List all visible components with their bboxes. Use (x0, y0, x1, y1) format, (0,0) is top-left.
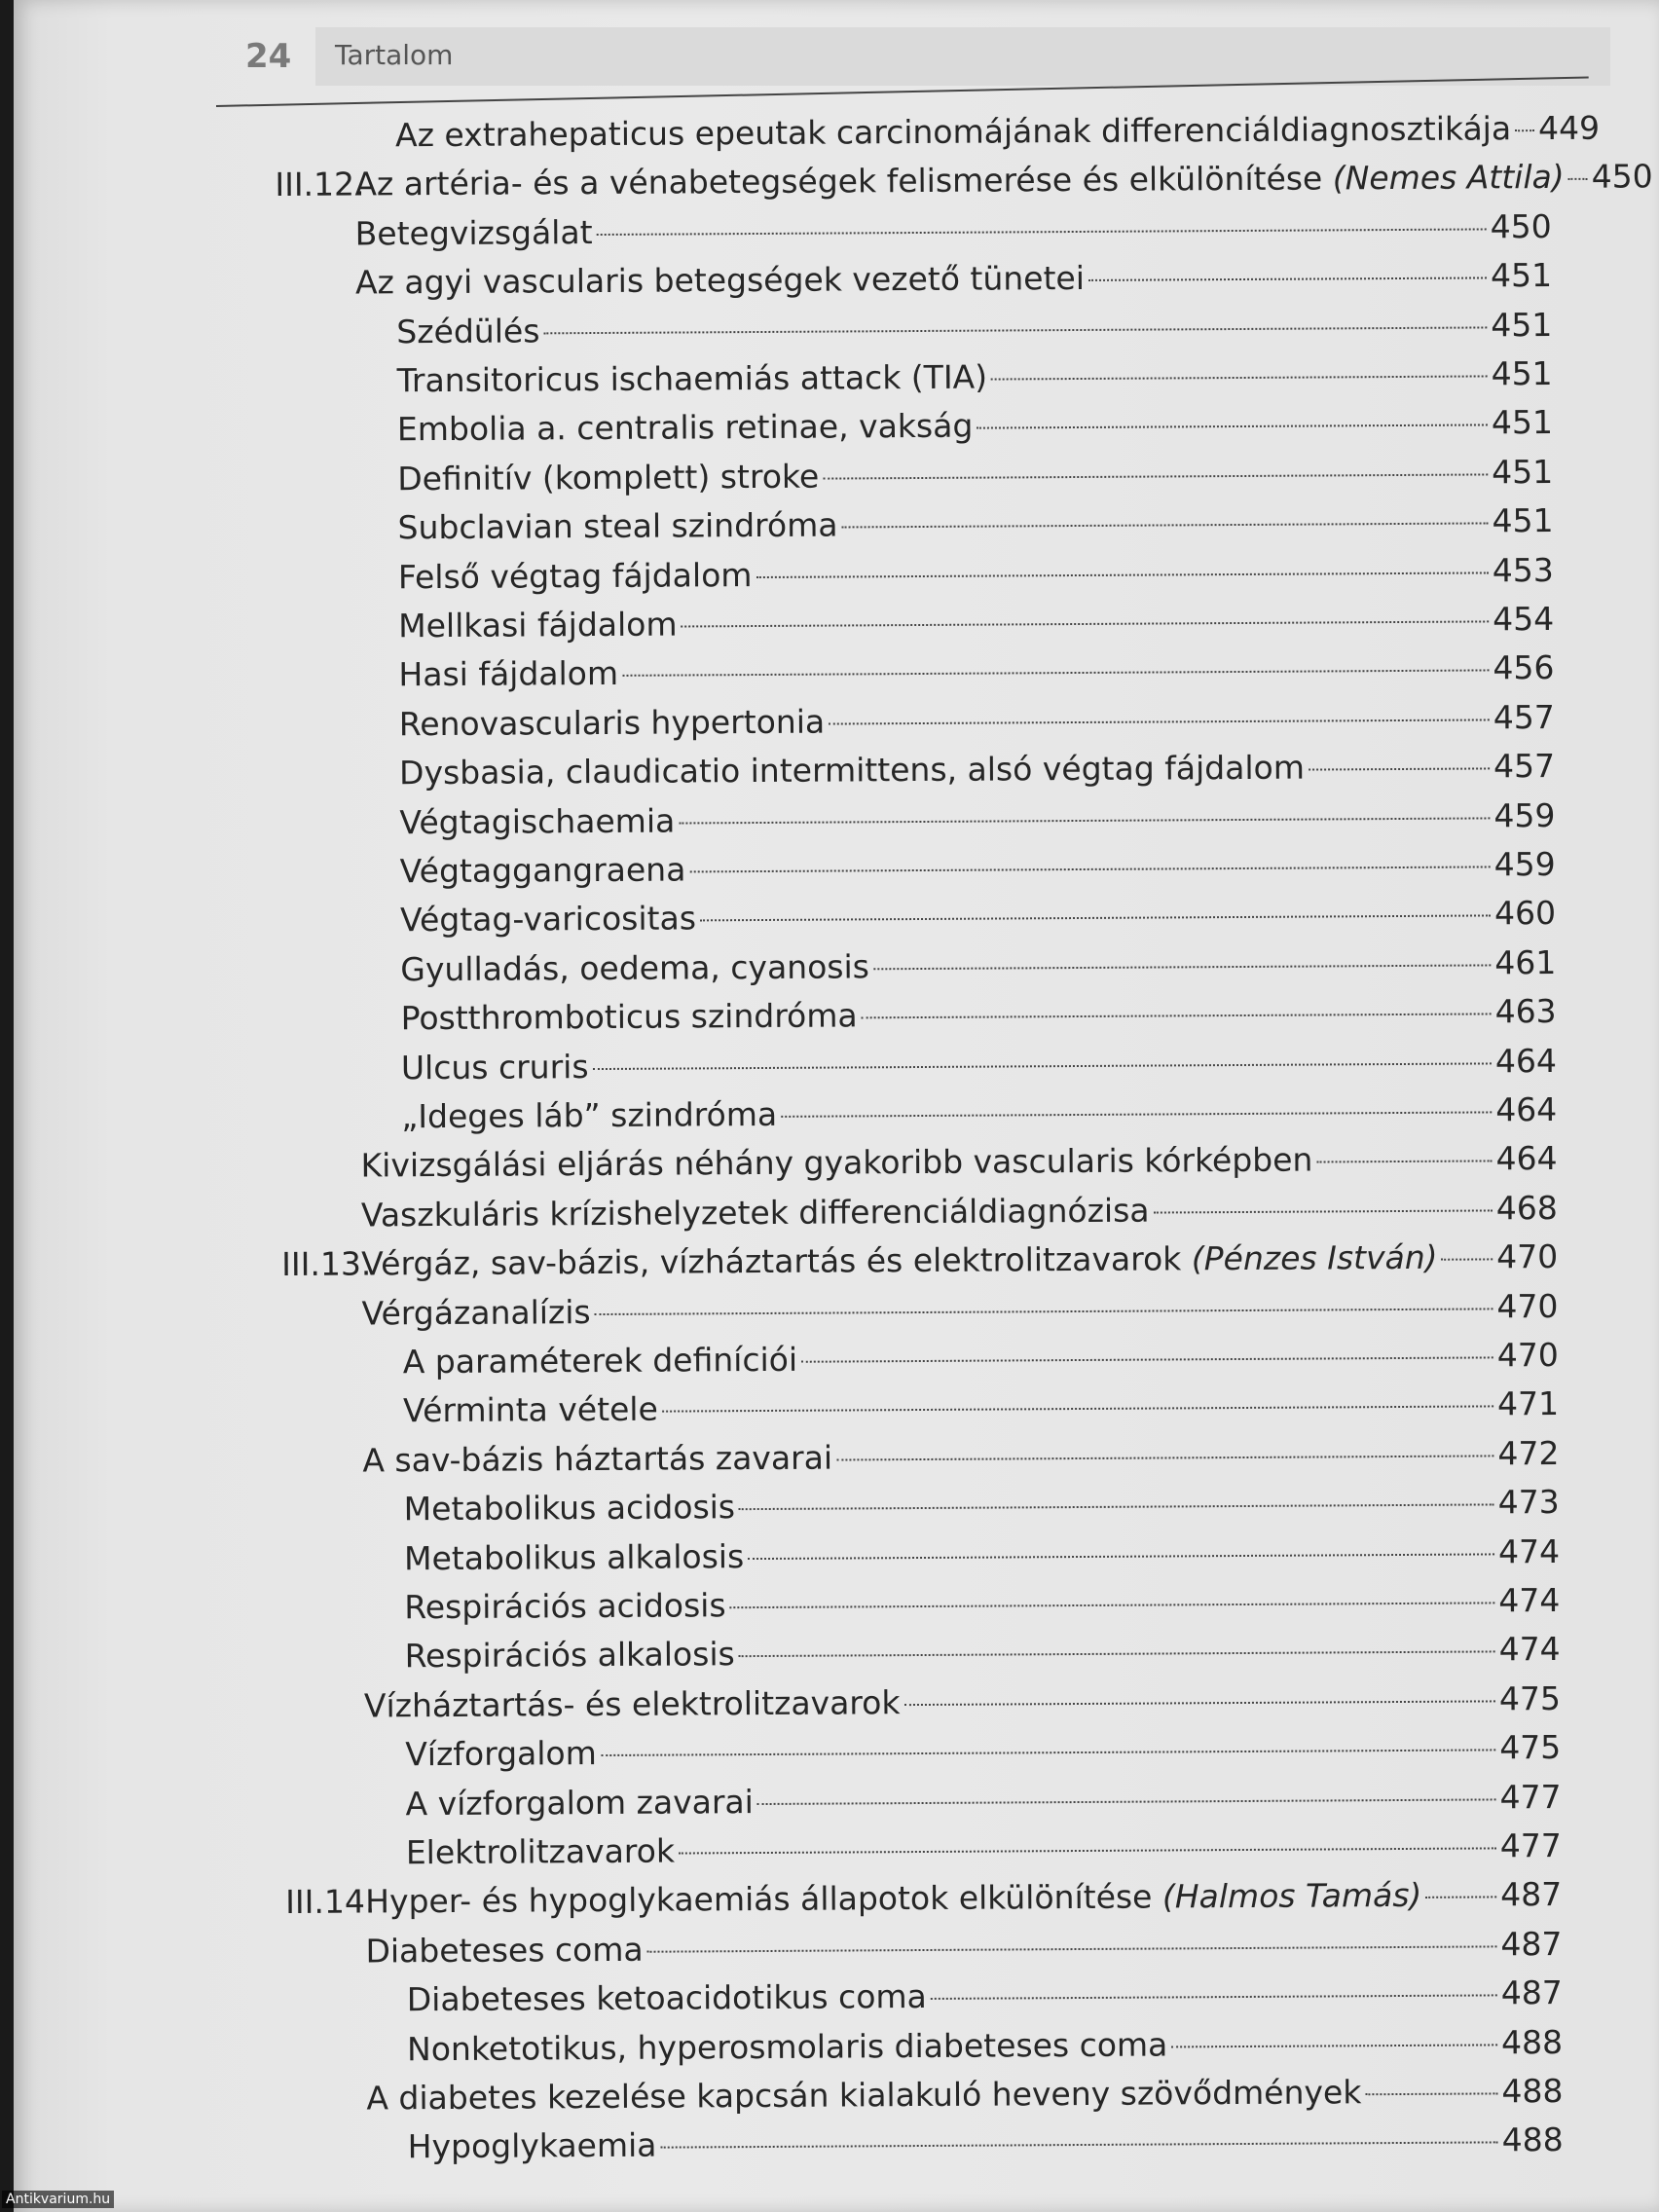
toc-title-text: Végtaggangraena (399, 850, 686, 891)
toc-entry-title (354, 158, 1564, 203)
toc-page-number: 451 (1492, 452, 1554, 492)
toc-title-text: Embolia a. centralis retinae, vakság (396, 407, 974, 449)
toc-title-text: Subclavian steal szindróma (397, 505, 838, 547)
toc-page-number: 451 (1492, 501, 1554, 540)
toc-page-number: 474 (1498, 1580, 1561, 1620)
toc-entry (360, 1188, 1558, 1235)
toc-title-text: Hasi fájdalom (398, 654, 619, 694)
toc-entry (354, 206, 1552, 253)
toc-title-text: Nonketotikus, hyperosmolaris diabeteses coma (406, 2025, 1168, 2068)
toc-title-text: Dysbasia, claudicatio intermittens, alsó végtag fájdalom (398, 748, 1306, 793)
page-number: 24 (245, 37, 292, 76)
toc-entry (285, 1875, 1563, 1922)
dot-leader (873, 964, 1491, 970)
toc-page-number: 449 (1537, 108, 1601, 148)
toc-entry (402, 1336, 1559, 1382)
toc-title-text: Renovascularis hypertonia (398, 702, 826, 744)
toc-entry (354, 256, 1553, 302)
dot-leader (781, 1111, 1492, 1117)
toc-title-text: A paraméterek definíciói (402, 1340, 798, 1382)
dot-leader (689, 866, 1490, 872)
toc-entry-title (400, 900, 696, 940)
toc-entry-title (405, 1783, 754, 1823)
toc-title-text: Mellkasi fájdalom (398, 605, 678, 645)
dot-leader (904, 1700, 1495, 1706)
dot-leader (1154, 1209, 1493, 1213)
toc-entry-title (403, 1390, 658, 1430)
dot-leader (660, 2142, 1497, 2149)
toc-page-number: 450 (1490, 206, 1552, 246)
toc-entry (400, 1041, 1558, 1087)
toc-page-number: 472 (1497, 1433, 1560, 1473)
toc-section-number: III.14. (285, 1882, 376, 1922)
toc-page-number: 468 (1495, 1188, 1558, 1228)
dot-leader (991, 375, 1488, 380)
toc-entry (396, 354, 1553, 400)
toc-page-number: 450 (1591, 157, 1653, 197)
toc-title-text: Vaszkuláris krízishelyzetek differenciáldiagnózisa (360, 1191, 1150, 1235)
toc-page-number: 474 (1497, 1531, 1561, 1570)
dot-leader (1442, 1259, 1493, 1261)
toc-entry-title (405, 1734, 597, 1773)
toc-entry-title (397, 457, 819, 498)
toc-page-number: 453 (1492, 550, 1554, 589)
toc-title-text: Elektrolitzavarok (405, 1831, 676, 1872)
toc-author: (Pénzes István) (1191, 1237, 1438, 1278)
toc-entry-title (365, 1876, 1421, 1921)
dot-leader (748, 1553, 1494, 1560)
toc-entry-title (398, 556, 753, 596)
toc-entry-title (396, 312, 539, 350)
toc-entry-title (407, 1977, 927, 2018)
toc-title-text: A vízforgalom zavarai (405, 1782, 754, 1823)
toc-entry (403, 1531, 1561, 1577)
watermark: Antikvarium.hu (2, 2191, 114, 2208)
dot-leader (756, 571, 1488, 578)
toc-entry-title (397, 358, 988, 400)
toc-entry-title (406, 1832, 675, 1872)
toc-title-text: Vérgázanalízis (361, 1292, 591, 1333)
dot-leader (757, 1798, 1496, 1805)
toc-page-number: 457 (1493, 747, 1556, 786)
toc-title-text: Betegvizsgálat (354, 212, 593, 253)
toc-title-text: Metabolikus acidosis (403, 1488, 736, 1529)
running-title: Tartalom (335, 39, 454, 71)
toc-page-number: 463 (1494, 992, 1557, 1031)
toc-entry (407, 2120, 1564, 2166)
toc-entry (397, 452, 1554, 498)
toc-entry (362, 1433, 1560, 1480)
book-edge (0, 0, 14, 2212)
header-band (315, 27, 1610, 86)
dot-leader (977, 424, 1488, 429)
dot-leader (543, 326, 1487, 334)
toc-entry-title (401, 997, 858, 1038)
toc-page-number: 464 (1495, 1139, 1558, 1178)
toc-entry (400, 992, 1557, 1038)
toc-page-number: 456 (1493, 648, 1555, 687)
toc-title-text: Kivizsgálási eljárás néhány gyakoribb vascularis kórképben (360, 1140, 1313, 1185)
dot-leader (595, 1308, 1493, 1315)
toc-entry (406, 1973, 1563, 2019)
toc-entry (401, 1090, 1558, 1136)
toc-page-number: 464 (1494, 1041, 1558, 1080)
toc-entry (405, 1777, 1562, 1823)
toc-entry-title (397, 407, 974, 449)
toc-title-text: Vérgáz, sav-bázis, vízháztartás és elektrolitzavarok (361, 1239, 1192, 1283)
toc-entry (405, 1825, 1562, 1872)
toc-title-text: Az extrahepaticus epeutak carcinomájának differenciáldiagnosztikája (394, 109, 1512, 155)
toc-entry-title (362, 1438, 832, 1479)
toc-entry-title (401, 1095, 777, 1135)
toc-section-number: III.13. (281, 1244, 372, 1284)
toc-entry-title (403, 1341, 797, 1381)
toc-title-text: Ulcus cruris (400, 1047, 589, 1087)
toc-page-number: 451 (1490, 256, 1553, 295)
toc-entry (404, 1630, 1561, 1676)
dot-leader (842, 523, 1489, 529)
dot-leader (647, 1945, 1497, 1952)
toc-title-text: Az artéria- és a vénabetegségek felismerése és elkülönítése (354, 159, 1333, 203)
toc-entry-title (404, 1488, 736, 1528)
toc-entry (363, 1678, 1562, 1725)
toc-page-number: 475 (1498, 1678, 1562, 1718)
toc-entry (394, 108, 1601, 155)
toc-page-number: 487 (1500, 1924, 1563, 1964)
toc-entry-title (404, 1537, 744, 1577)
toc-entry (399, 795, 1556, 841)
toc-entry (399, 894, 1557, 940)
toc-entry (405, 1728, 1562, 1774)
toc-entry (361, 1286, 1559, 1333)
toc-entry-title (398, 606, 678, 645)
toc-author: (Halmos Tamás) (1161, 1876, 1422, 1916)
toc-page-number: 470 (1496, 1286, 1559, 1325)
dot-leader (593, 1062, 1492, 1070)
toc-title-text: Respirációs acidosis (404, 1586, 726, 1627)
toc-entry (398, 697, 1555, 744)
toc-title-text: Diabeteses ketoacidotikus coma (406, 1977, 927, 2019)
toc-entry-title (408, 2126, 657, 2166)
toc-entry-title (398, 654, 618, 693)
toc-entry (398, 648, 1555, 694)
toc-title-text: A diabetes kezelése kapcsán kialakuló heveny szövődmények (366, 2073, 1362, 2118)
toc-page-number: 488 (1501, 2120, 1564, 2159)
toc-entry (397, 550, 1554, 596)
dot-leader (662, 1406, 1493, 1413)
dot-leader (829, 719, 1490, 724)
toc-entry-title (399, 749, 1305, 793)
toc-title-text: Végtag-varicositas (399, 899, 697, 940)
toc-entry (404, 1580, 1561, 1627)
toc-page-number: 487 (1500, 1875, 1563, 1914)
toc-entry-title (355, 259, 1085, 302)
toc-entry (398, 747, 1556, 793)
toc-entry (402, 1384, 1560, 1430)
toc-title-text: Metabolikus alkalosis (403, 1536, 745, 1577)
toc-page-number: 477 (1499, 1825, 1562, 1865)
toc-entry (366, 2071, 1564, 2118)
dot-leader (739, 1504, 1494, 1511)
toc-title-text: Diabeteses coma (365, 1930, 644, 1971)
toc-entry-title (399, 801, 675, 841)
toc-page-number: 460 (1493, 894, 1557, 933)
toc-title-text: Vízforgalom (405, 1734, 597, 1774)
dot-leader (1316, 1161, 1492, 1163)
toc-title-text: Felső végtag fájdalom (397, 555, 753, 596)
toc-page-number: 475 (1499, 1728, 1562, 1767)
toc-page-number: 470 (1496, 1336, 1559, 1375)
dot-leader (862, 1014, 1492, 1019)
toc-entry-title (361, 1191, 1150, 1234)
toc-entry-title (405, 1636, 735, 1676)
toc-title-text: A sav-bázis háztartás zavarai (362, 1438, 833, 1480)
toc-title-text: Transitoricus ischaemiás attack (TIA) (396, 357, 988, 400)
dot-leader (1365, 2092, 1497, 2095)
toc-author: (Nemes Attila) (1332, 158, 1565, 198)
dot-leader (679, 1847, 1496, 1854)
toc-title-text: Gyulladás, oedema, cyanosis (400, 947, 870, 989)
toc-entry (397, 501, 1554, 547)
toc-entry-title (365, 1931, 643, 1971)
toc-entry-title (404, 1586, 725, 1626)
toc-title-text: Szédülés (396, 311, 540, 350)
toc-entry-title (400, 850, 686, 890)
toc-title-text: Végtagischaemia (399, 801, 676, 841)
toc-entry-title (399, 702, 826, 743)
toc-entry-title (407, 2025, 1167, 2068)
toc-page-number: 470 (1496, 1237, 1559, 1276)
dot-leader (801, 1356, 1493, 1362)
toc-entry-title (364, 1683, 901, 1724)
toc-title-text: Hyper- és hypoglykaemiás állapotok elkülönítése (365, 1877, 1163, 1921)
dot-leader (1568, 178, 1588, 180)
toc-entry-title (397, 506, 837, 547)
dot-leader (739, 1651, 1495, 1658)
toc-entry-title (361, 1293, 590, 1332)
toc-entry-title (361, 1238, 1438, 1283)
toc-entry-title (355, 213, 593, 252)
toc-entry (396, 403, 1554, 449)
toc-page-number: 451 (1491, 305, 1553, 344)
dot-leader (682, 620, 1490, 627)
toc-entry (400, 942, 1557, 989)
toc-entry-title (366, 2073, 1361, 2117)
dot-leader (1171, 2044, 1497, 2047)
toc-title-text: Respirációs alkalosis (404, 1635, 735, 1676)
toc-entry (360, 1139, 1558, 1185)
dot-leader (700, 915, 1491, 922)
toc-page-number: 454 (1493, 600, 1555, 639)
toc-title-text: Az agyi vascularis betegségek vezető tünetei (354, 259, 1086, 302)
dot-leader (1425, 1897, 1496, 1899)
toc-entry (365, 1924, 1563, 1971)
dot-leader (823, 473, 1488, 479)
toc-page-number: 459 (1493, 795, 1556, 834)
toc-page-number: 474 (1498, 1630, 1561, 1669)
dot-leader (1088, 277, 1487, 281)
toc-entry (399, 845, 1556, 891)
toc-entry (403, 1483, 1560, 1529)
dot-leader (730, 1602, 1495, 1608)
dot-leader (1309, 768, 1490, 771)
toc-page-number: 488 (1501, 2071, 1564, 2111)
toc-page-number: 477 (1499, 1777, 1562, 1816)
toc-section-number: III.12. (275, 165, 365, 204)
toc-page-number: 461 (1494, 942, 1557, 982)
toc-page-number: 473 (1497, 1483, 1560, 1522)
dot-leader (1515, 129, 1534, 131)
toc-entry (281, 1237, 1559, 1284)
dot-leader (836, 1455, 1493, 1460)
dot-leader (597, 228, 1487, 236)
dot-leader (931, 1995, 1497, 2001)
toc-entry-title (360, 1141, 1312, 1185)
toc-entry-title (401, 1048, 589, 1087)
toc-entry (406, 2022, 1564, 2068)
dot-leader (622, 670, 1489, 677)
toc-title-text: Postthromboticus szindróma (400, 996, 858, 1038)
toc-title-text: „Ideges láb” szindróma (401, 1094, 778, 1136)
toc-entry-title (395, 109, 1511, 154)
toc-page-number: 459 (1493, 845, 1556, 884)
toc-page-number: 488 (1500, 2022, 1564, 2061)
toc-entry (275, 157, 1653, 204)
dot-leader (679, 817, 1490, 824)
toc-entry (398, 600, 1555, 645)
toc-title-text: Definitív (komplett) stroke (397, 457, 820, 498)
toc-page-number: 487 (1500, 1973, 1563, 2012)
dot-leader (601, 1750, 1495, 1757)
toc-title-text: Vérminta vétele (402, 1390, 658, 1430)
toc-entry (396, 305, 1553, 350)
toc-title-text: Vízháztartás- és elektrolitzavarok (363, 1682, 901, 1725)
toc-page-number: 457 (1493, 697, 1555, 737)
toc-page-number: 451 (1491, 354, 1553, 393)
toc-title-text: Hypoglykaemia (407, 2126, 657, 2166)
toc-page-number: 451 (1491, 403, 1554, 442)
toc-page-number: 464 (1495, 1090, 1558, 1129)
toc-page-number: 471 (1496, 1384, 1560, 1423)
toc-entry-title (400, 947, 869, 988)
